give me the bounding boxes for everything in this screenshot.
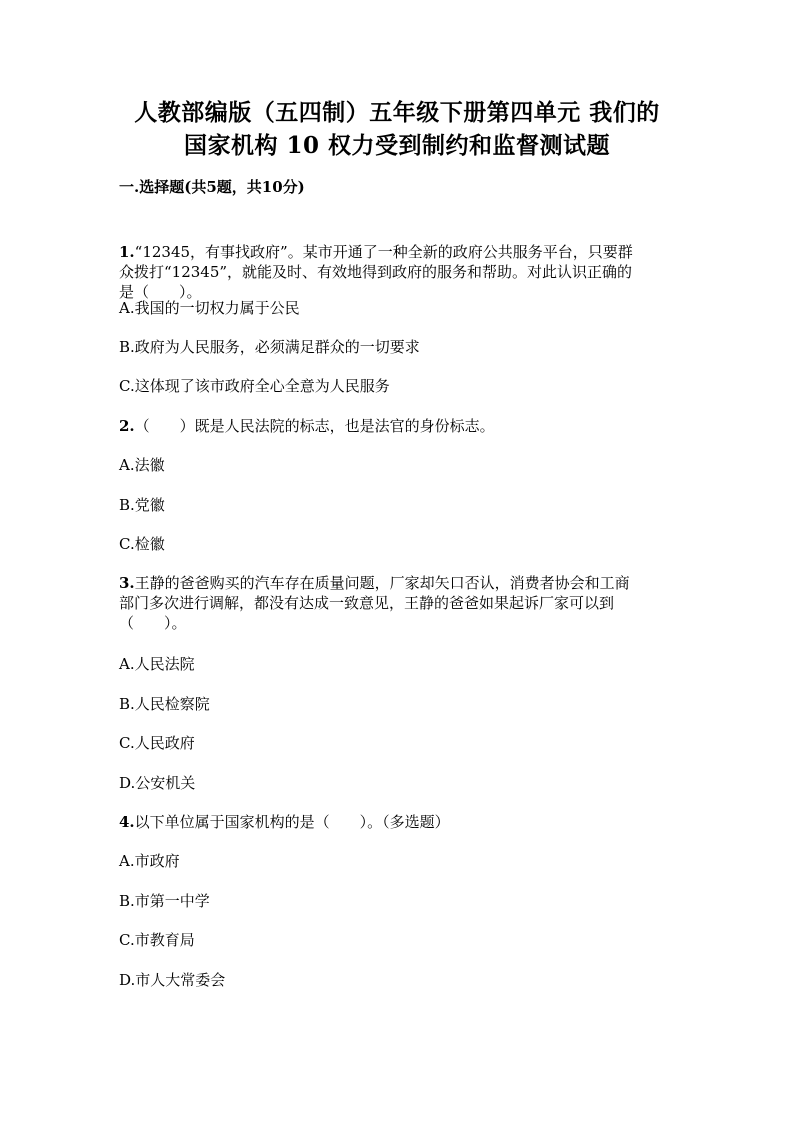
- question-4-option-d[interactable]: D.市人大常委会: [119, 971, 226, 989]
- question-3-text-2: 部门多次进行调解，都没有达成一致意见，王静的爸爸如果起诉厂家可以到: [119, 594, 615, 612]
- question-4-number: 4.: [119, 813, 135, 831]
- question-4-option-c[interactable]: C.市教育局: [119, 931, 195, 949]
- page-title-line-2: 国家机构 10 权力受到制约和监督测试题: [183, 132, 611, 159]
- question-3-option-d[interactable]: D.公安机关: [119, 774, 196, 792]
- question-3-option-a[interactable]: A.人民法院: [119, 655, 195, 673]
- question-3: [119, 573, 679, 633]
- question-3-option-c[interactable]: C.人民政府: [119, 734, 195, 752]
- question-1-text-3: 是（ ）。: [119, 283, 202, 301]
- question-1-option-c[interactable]: C.这体现了该市政府全心全意为人民服务: [119, 377, 390, 395]
- question-1-option-b[interactable]: B.政府为人民服务，必须满足群众的一切要求: [119, 338, 420, 356]
- question-2-option-a[interactable]: A.法徽: [119, 456, 165, 474]
- question-3-text-1: 王静的爸爸购买的汽车存在质量问题，厂家却矢口否认，消费者协会和工商: [134, 574, 630, 592]
- question-1-text-1: “12345，有事找政府”。某市开通了一种全新的政府公共服务平台，只要群: [134, 243, 633, 261]
- question-1-line-1: [119, 242, 679, 262]
- question-1-text-2: 众拨打“12345”，就能及时、有效地得到政府的服务和帮助。对此认识正确的: [119, 263, 633, 281]
- question-3-option-b[interactable]: B.人民检察院: [119, 695, 210, 713]
- question-2-number: 2.: [119, 417, 135, 435]
- question-3-line-1: [119, 573, 679, 593]
- question-4-option-a[interactable]: A.市政府: [119, 852, 180, 870]
- question-4-option-b[interactable]: B.市第一中学: [119, 892, 210, 910]
- question-1: [119, 242, 679, 302]
- question-2-text-1: （ ）既是人民法院的标志，也是法官的身份标志。: [134, 417, 495, 435]
- question-4-line-1: [119, 812, 679, 832]
- question-3-number: 3.: [119, 574, 135, 592]
- question-1-number: 1.: [119, 243, 135, 261]
- page-title: [100, 96, 694, 162]
- question-2-option-c[interactable]: C.检徽: [119, 535, 165, 553]
- question-2: [119, 416, 679, 436]
- question-2-option-b[interactable]: B.党徽: [119, 496, 165, 514]
- section-heading: 一.选择题(共5题，共10分): [119, 178, 305, 196]
- question-4: [119, 812, 679, 832]
- page-title-line-1: 人教部编版（五四制）五年级下册第四单元 我们的: [134, 99, 660, 126]
- question-3-text-3: （ ）。: [119, 614, 187, 632]
- question-2-line-1: [119, 416, 679, 436]
- question-1-option-a[interactable]: A.我国的一切权力属于公民: [119, 299, 300, 317]
- question-4-text-1: 以下单位属于国家机构的是（ ）。（多选题）: [134, 813, 450, 831]
